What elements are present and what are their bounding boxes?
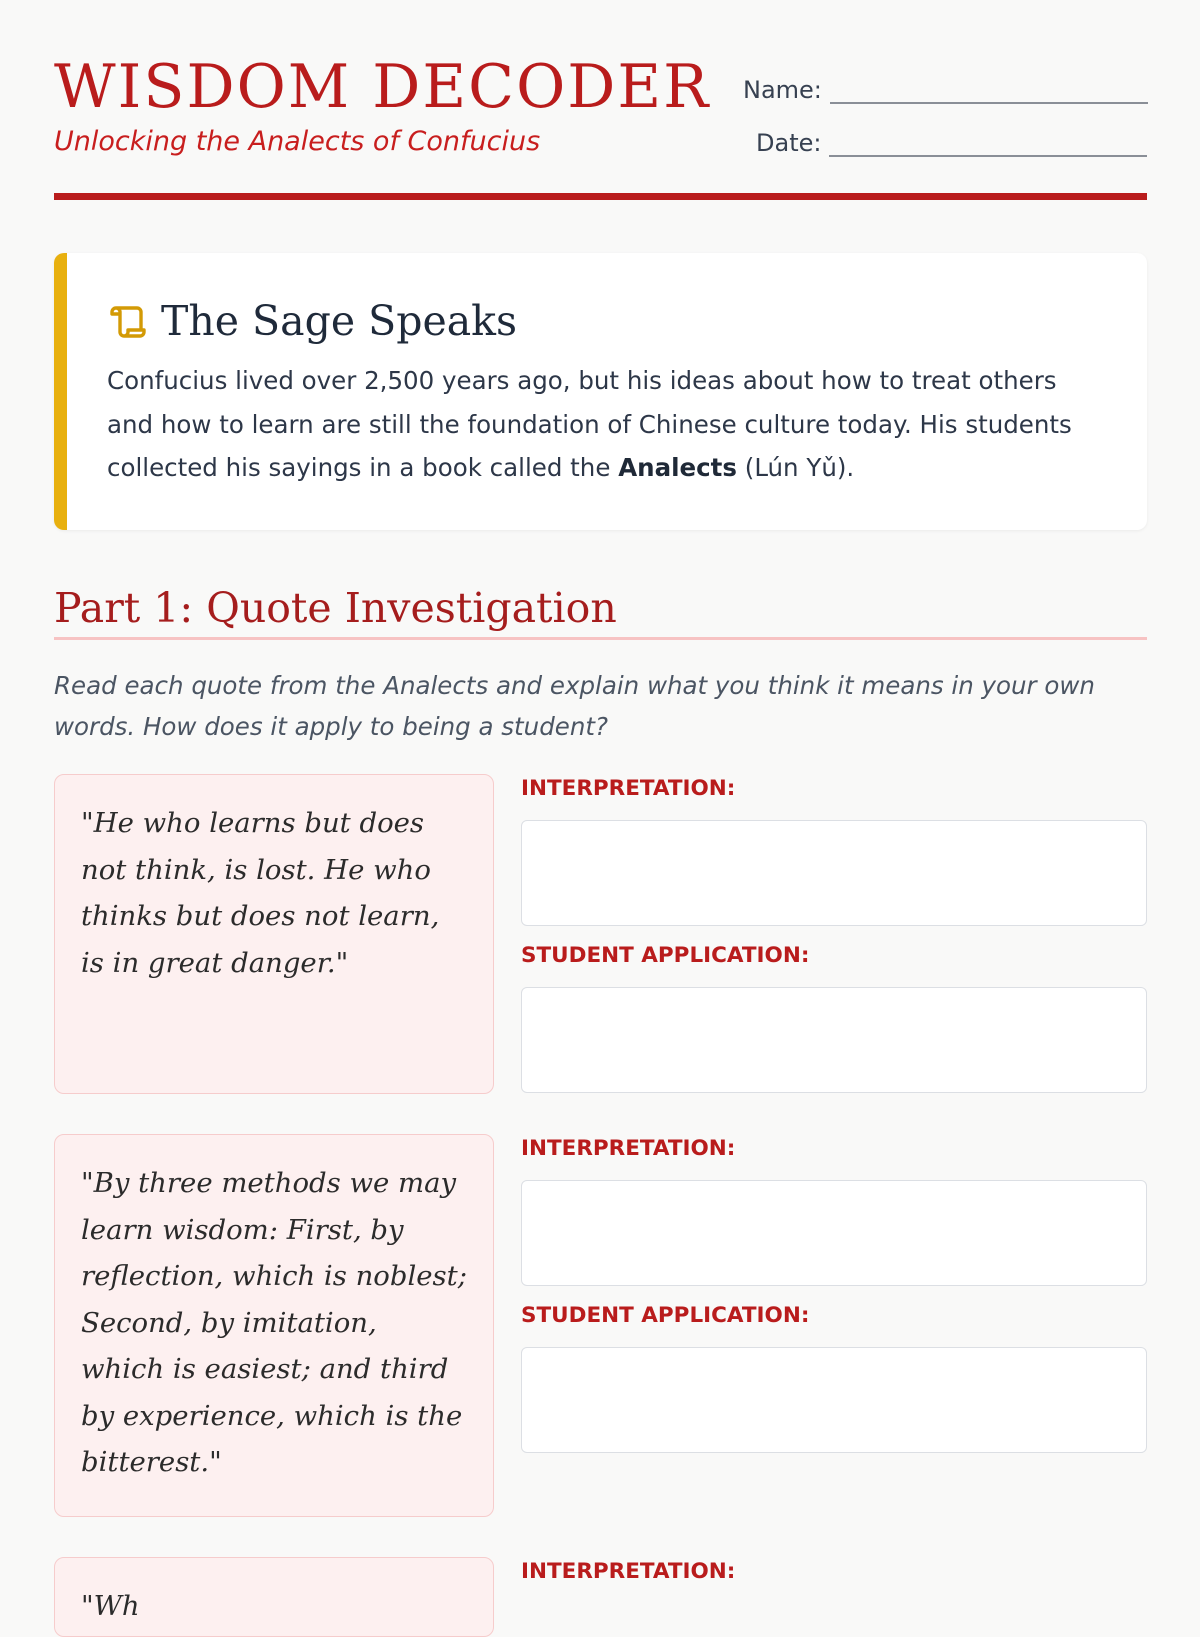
date-blank-line[interactable] <box>829 131 1147 157</box>
answer-column-1 <box>521 774 1147 1094</box>
answer-column-2 <box>521 1134 1147 1454</box>
intro-paragraph <box>107 359 1087 490</box>
worksheet-page <box>54 0 1147 1622</box>
worksheet-title: WISDOM DECODER <box>54 52 711 122</box>
application-label-1: STUDENT APPLICATION: <box>521 943 810 968</box>
quote-text-2: "By three methods we may learn wisdom: First, by reflection, which is noblest; Second, by imitation, which is easiest; and third by experience, which is the bitterest." <box>81 1167 467 1478</box>
intro-accent-bar <box>54 253 67 530</box>
application-box-1[interactable] <box>521 987 1147 1093</box>
application-label-2: STUDENT APPLICATION: <box>521 1303 810 1328</box>
name-label: Name: <box>743 76 822 104</box>
date-label: Date: <box>756 129 822 157</box>
name-field-row <box>743 76 1148 104</box>
quote-card-2 <box>54 1134 494 1517</box>
scroll-icon <box>107 301 147 341</box>
intro-title-row <box>107 297 517 345</box>
answer-column-3 <box>521 1557 1147 1600</box>
date-field-row <box>756 129 1147 157</box>
part1-instructions: Read each quote from the Analects and explain what you think it means in your own words. How does it apply to being a student? <box>54 671 1095 741</box>
quote-text-1: "He who learns but does not think, is lost. He who thinks but does not learn, is in great danger." <box>81 807 440 979</box>
application-box-2[interactable] <box>521 1347 1147 1453</box>
interpretation-label-2: INTERPRETATION: <box>521 1136 736 1161</box>
worksheet-subtitle: Unlocking the Analects of Confucius <box>54 126 541 157</box>
intro-card <box>54 253 1147 530</box>
quote-card-3 <box>54 1557 494 1637</box>
worksheet-header <box>54 0 1147 200</box>
intro-text-start: Confucius lived over 2,500 years ago, but his ideas about how to treat others and how to learn are still the foundation of Chinese culture today. His students collected his sayings in a book called the <box>107 366 1072 482</box>
header-divider <box>54 193 1147 200</box>
intro-text-end: (Lún Yǔ). <box>736 453 855 482</box>
part1-heading: Part 1: Quote Investigation <box>54 584 617 632</box>
part1-divider <box>54 637 1147 640</box>
quote-text-3: "Wh <box>81 1590 140 1622</box>
interpretation-label-3: INTERPRETATION: <box>521 1559 736 1584</box>
interpretation-box-1[interactable] <box>521 820 1147 926</box>
interpretation-label-1: INTERPRETATION: <box>521 776 736 801</box>
interpretation-box-2[interactable] <box>521 1180 1147 1286</box>
analects-bold: Analects <box>618 453 737 482</box>
name-blank-line[interactable] <box>830 78 1148 104</box>
quote-card-1 <box>54 774 494 1094</box>
intro-heading: The Sage Speaks <box>161 297 518 345</box>
